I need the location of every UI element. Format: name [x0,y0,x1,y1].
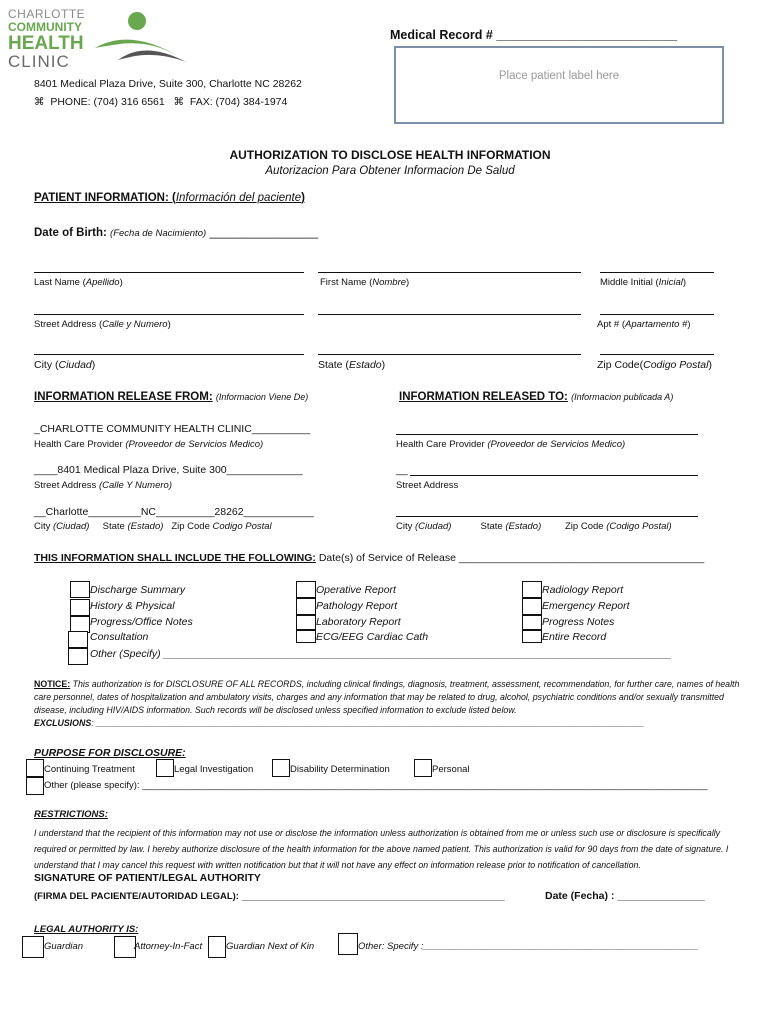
checkbox-attorney-in-fact[interactable] [114,936,136,958]
release-to-heading: INFORMATION RELEASED TO: (Informacion publicada A) [399,391,674,403]
checkbox-disability-determination[interactable] [272,759,290,777]
include-heading-row [34,552,704,564]
dob-label-es: (Fecha de Nacimiento) [110,228,207,239]
checkbox-discharge-summary[interactable] [70,581,90,598]
checkbox-other-specify[interactable] [68,648,88,665]
patient-label-box[interactable] [394,46,724,124]
label-ecg-eeg: ECG/EEG Cardiac Cath [316,631,429,643]
signature-field[interactable]: (FIRMA DEL PACIENTE/AUTORIDAD LEGAL): _____________________________________________ [34,890,505,902]
patient-info-heading: PATIENT INFORMATION: (Información del paciente) [34,192,305,204]
to-city-label: City (Ciudad) State (Estado) Zip Code (Codigo Postal) [396,521,672,532]
checkbox-personal[interactable] [414,759,432,777]
checkbox-entire-record[interactable] [522,630,542,643]
from-street-value[interactable]: ____8401 Medical Plaza Drive, Suite 300_____________ [34,464,303,476]
first-name-input[interactable] [318,272,581,273]
clinic-address: 8401 Medical Plaza Drive, Suite 300, Charlotte NC 28262 [34,78,302,90]
city-label: City (Ciudad) [34,359,96,371]
command-icon: ⌘ [173,96,185,108]
clinic-phone: PHONE: (704) 316 6561 [50,96,165,108]
medical-record-blank[interactable]: __________________________ [496,28,678,42]
zip-label: Zip Code(Codigo Postal) [597,359,712,371]
label-personal: Personal [432,764,470,775]
label-progress-notes: Progress Notes [542,616,615,628]
label-entire-record: Entire Record [542,631,607,643]
checkbox-guardian-next-of-kin[interactable] [208,936,226,958]
checkbox-progress-notes[interactable] [522,615,542,630]
clinic-logo [8,7,198,71]
city-input[interactable] [34,354,304,355]
checkbox-pathology-report[interactable] [296,598,316,615]
first-name-label: First Name (Nombre) [320,277,410,288]
checkbox-consultation[interactable] [68,631,88,648]
middle-initial-label: Middle Initial (Inicial) [600,277,687,288]
label-radiology-report: Radiology Report [542,584,624,596]
signature-date-field[interactable]: Date (Fecha) : _______________ [545,890,705,902]
state-input[interactable] [318,354,581,355]
label-progress-office-notes: Progress/Office Notes [90,616,193,628]
patient-label-placeholder: Place patient label here [498,70,620,82]
dob-blank[interactable]: _________________ [209,227,319,239]
dates-of-service-blank[interactable]: __________________________________________ [458,552,705,564]
checkbox-radiology-report[interactable] [522,581,542,598]
from-provider-value[interactable]: _CHARLOTTE COMMUNITY HEALTH CLINIC__________ [34,423,311,435]
legal-authority-heading: LEGAL AUTHORITY IS: [34,924,139,935]
to-street-prefix: __ [396,464,408,476]
command-icon: ⌘ [34,96,45,108]
checkbox-continuing-treatment[interactable] [26,759,44,777]
logo-line-community: COMMUNITY [8,20,82,34]
apt-label: Apt # (Apartamento #) [597,319,691,330]
from-city-label: City (Ciudad) State (Estado) Zip Code Codigo Postal [34,521,272,532]
last-name-label: Last Name (Apellido) [34,277,123,288]
clinic-contact [34,96,287,108]
street-address-input[interactable] [34,314,304,315]
label-emergency-report: Emergency Report [542,600,630,612]
clinic-fax: FAX: (704) 384-1974 [189,96,288,108]
street-address-input-2[interactable] [318,314,581,315]
dob-label: Date of Birth: [34,227,107,239]
label-history-physical: History & Physical [90,600,175,612]
restrictions-heading: RESTRICTIONS: [34,809,108,820]
form-subtitle: Autorizacion Para Obtener Informacion De Salud [265,165,515,177]
checkbox-legal-investigation[interactable] [156,759,174,777]
checkbox-guardian[interactable] [22,936,44,958]
label-pathology-report: Pathology Report [316,600,398,612]
checkbox-laboratory-report[interactable] [296,615,316,630]
zip-input[interactable] [600,354,714,355]
from-provider-label: Health Care Provider (Proveedor de Servicios Medico) [34,439,264,450]
to-city-input[interactable] [396,516,698,517]
to-provider-input[interactable] [396,434,698,435]
label-continuing-treatment: Continuing Treatment [44,764,135,775]
checkbox-history-physical[interactable] [70,599,90,616]
form-title: AUTHORIZATION TO DISCLOSE HEALTH INFORMATION [229,148,551,162]
to-street-input[interactable] [410,475,698,476]
label-guardian: Guardian [44,941,84,952]
to-street-label: Street Address [396,480,459,491]
purpose-heading: PURPOSE FOR DISCLOSURE: [34,747,186,759]
include-heading: THIS INFORMATION SHALL INCLUDE THE FOLLOWING: [34,552,316,564]
notice-paragraph: NOTICE: This authorization is for DISCLOSURE OF ALL RECORDS, including clinical findings, diagnosis, treatment, assessment, recommendation, for further care, names of health care personnel, dates of hospitalization and ambulatory visits, charges and any information that may be related to drug, alcohol, psychiatric conditions and/or sexually transmitted disease, including HIV/AIDS information. Such records will be disclosed unless specified information to exclude listed below. [34,679,740,715]
checkbox-other-purpose[interactable] [26,777,44,795]
from-city-value[interactable]: __Charlotte_________NC__________28262____________ [34,506,314,518]
checkbox-emergency-report[interactable] [522,598,542,615]
other-purpose-field[interactable]: Other (please specify): ___________________________________________________________________________________________________________ [44,780,708,791]
to-provider-label: Health Care Provider (Proveedor de Servicios Medico) [396,439,626,450]
checkbox-operative-report[interactable] [296,581,316,598]
label-consultation: Consultation [90,631,149,643]
from-street-label: Street Address (Calle Y Numero) [34,480,172,491]
label-attorney-in-fact: Attorney-In-Fact [134,941,203,952]
label-laboratory-report: Laboratory Report [316,616,401,628]
logo-line-clinic: CLINIC [8,52,70,71]
apt-input[interactable] [600,314,714,315]
logo-line-charlotte: CHARLOTTE [8,7,86,21]
label-operative-report: Operative Report [316,584,396,596]
medical-record-field[interactable] [390,28,677,42]
label-disability-determination: Disability Determination [290,764,390,775]
other-authority-field[interactable]: Other: Specify :____________________________________________________ [358,941,699,952]
checkbox-other-authority[interactable] [338,933,358,955]
label-guardian-next-of-kin: Guardian Next of Kin [226,941,315,952]
logo-figure-icon [90,10,200,70]
logo-line-health: HEALTH [8,33,84,54]
last-name-input[interactable] [34,272,304,273]
dob-field[interactable] [34,227,318,239]
state-label: State (Estado) [318,359,386,371]
dates-of-service-label: Date(s) of Service of Release [318,552,456,564]
checkbox-ecg-eeg[interactable] [296,630,316,643]
label-legal-investigation: Legal Investigation [174,764,254,775]
street-address-label: Street Address (Calle y Numero) [34,319,171,330]
middle-initial-input[interactable] [600,272,714,273]
medical-record-label: Medical Record # [390,28,493,42]
exclusions-field[interactable]: EXCLUSIONS: ________________________________________________________________________________________________________________ [34,718,645,728]
release-from-heading: INFORMATION RELEASE FROM: (Informacion Viene De) [34,391,309,403]
signature-heading: SIGNATURE OF PATIENT/LEGAL AUTHORITY [34,872,261,884]
label-discharge-summary: Discharge Summary [90,584,186,596]
other-specify-field: Other (Specify) _______________________________________________________________________________________ [90,648,672,660]
restrictions-text: I understand that the recipient of this information may not use or disclose the information unless authorization is obtained from me or unless such use or disclosure is specifically required or permitted by law. I hereby authorize disclosure of the health information for the above named patient. This authorization is valid for 90 days from the date of signature. I understand that I may cancel this request with written notification but that it will not have any effect on information release prior to notification of cancellation. [34,828,729,870]
